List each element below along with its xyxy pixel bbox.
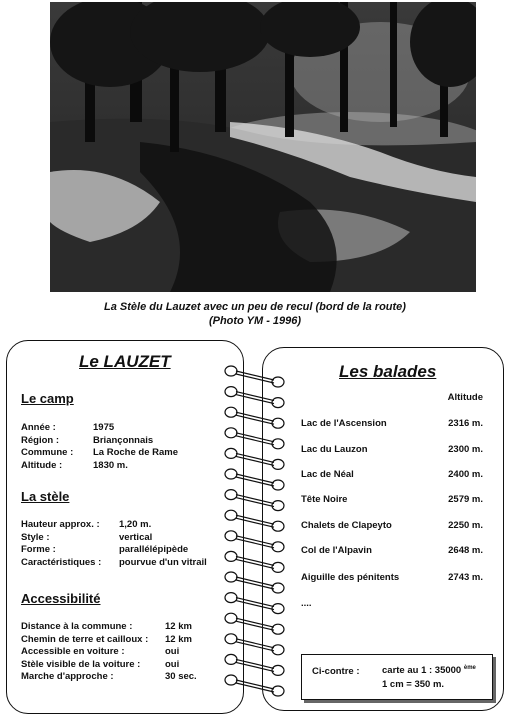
walk-altitude: 2579 m. — [448, 494, 483, 505]
map-scale-ratio-text: carte au 1 : 35000 — [382, 665, 462, 677]
spiral-ring — [225, 428, 284, 449]
spiral-ring — [225, 366, 284, 387]
camp-label: Altitude : — [21, 459, 63, 471]
map-scale-conversion: 1 cm = 350 m. — [382, 679, 445, 690]
stele-value: vertical — [119, 531, 153, 543]
walk-altitude: 2250 m. — [448, 520, 483, 531]
section-heading-camp: Le camp — [21, 391, 74, 406]
camp-label: Commune : — [21, 447, 74, 458]
walk-altitude: 2316 m. — [448, 418, 483, 429]
walk-name: Col de l'Alpavin — [301, 545, 372, 556]
access-value: 12 km — [165, 621, 192, 632]
page-title-lauzet: Le LAUZET — [79, 352, 171, 371]
spiral-ring — [225, 448, 284, 469]
walk-ellipsis: .... — [301, 598, 312, 609]
stele-label: Caractéristiques : — [21, 556, 102, 568]
walk-name: Lac de l'Ascension — [301, 418, 387, 429]
photo-credit: (Photo YM - 1996) — [208, 315, 302, 327]
access-label: Marche d'approche : — [21, 671, 114, 682]
stele-label: Style : — [21, 531, 50, 543]
spiral-ring — [225, 510, 284, 531]
camp-label: Région : — [21, 434, 59, 446]
stele-value: pourvue d'un vitrail — [119, 556, 207, 568]
spiral-ring — [225, 613, 284, 634]
access-label: Accessible en voiture : — [21, 646, 125, 657]
walk-name: Aiguille des pénitents — [301, 572, 400, 583]
spiral-ring — [225, 593, 284, 614]
map-scale-label: Ci-contre : — [312, 666, 360, 677]
altitude-header: Altitude — [447, 392, 483, 403]
access-label: Stèle visible de la voiture : — [21, 658, 141, 670]
spiral-ring — [225, 407, 284, 428]
map-scale-superscript: ème — [463, 665, 476, 671]
walk-name: Tête Noire — [301, 494, 348, 505]
spiral-ring — [225, 551, 284, 572]
walk-altitude: 2400 m. — [448, 469, 483, 480]
walk-altitude: 2300 m. — [448, 444, 483, 455]
spiral-ring — [225, 490, 284, 511]
spiral-ring — [225, 654, 284, 675]
walk-altitude: 2648 m. — [448, 545, 483, 556]
camp-value: Briançonnais — [93, 434, 154, 446]
access-value: oui — [165, 658, 180, 670]
section-heading-stele: La stèle — [21, 489, 70, 504]
camp-value: La Roche de Rame — [93, 447, 178, 458]
access-label: Chemin de terre et cailloux : — [21, 633, 149, 645]
page-title-balades: Les balades — [339, 362, 437, 381]
camp-value: 1830 m. — [93, 459, 128, 471]
spiral-ring — [225, 387, 284, 408]
access-value: 12 km — [165, 633, 192, 645]
stele-value: parallélépipède — [119, 544, 189, 555]
section-heading-access: Accessibilité — [21, 591, 101, 606]
photo-caption: La Stèle du Lauzet avec un peu de recul (bord de la route) — [104, 301, 406, 313]
access-value: 30 sec. — [165, 671, 197, 682]
stele-value: 1,20 m. — [119, 519, 152, 530]
stele-label: Hauteur approx. : — [21, 519, 100, 530]
spiral-ring — [225, 531, 284, 552]
walk-name: Lac du Lauzon — [301, 444, 368, 455]
walk-altitude: 2743 m. — [448, 572, 483, 583]
walk-name: Lac de Néal — [301, 469, 354, 480]
access-label: Distance à la commune : — [21, 621, 133, 632]
camp-label: Année : — [21, 422, 56, 433]
access-value: oui — [165, 646, 180, 657]
spiral-ring — [225, 634, 284, 655]
walk-name: Chalets de Clapeyto — [301, 520, 392, 531]
stele-label: Forme : — [21, 544, 56, 555]
spiral-ring — [225, 675, 284, 696]
spiral-ring — [225, 469, 284, 490]
spiral-ring — [225, 572, 284, 593]
camp-value: 1975 — [93, 422, 115, 433]
